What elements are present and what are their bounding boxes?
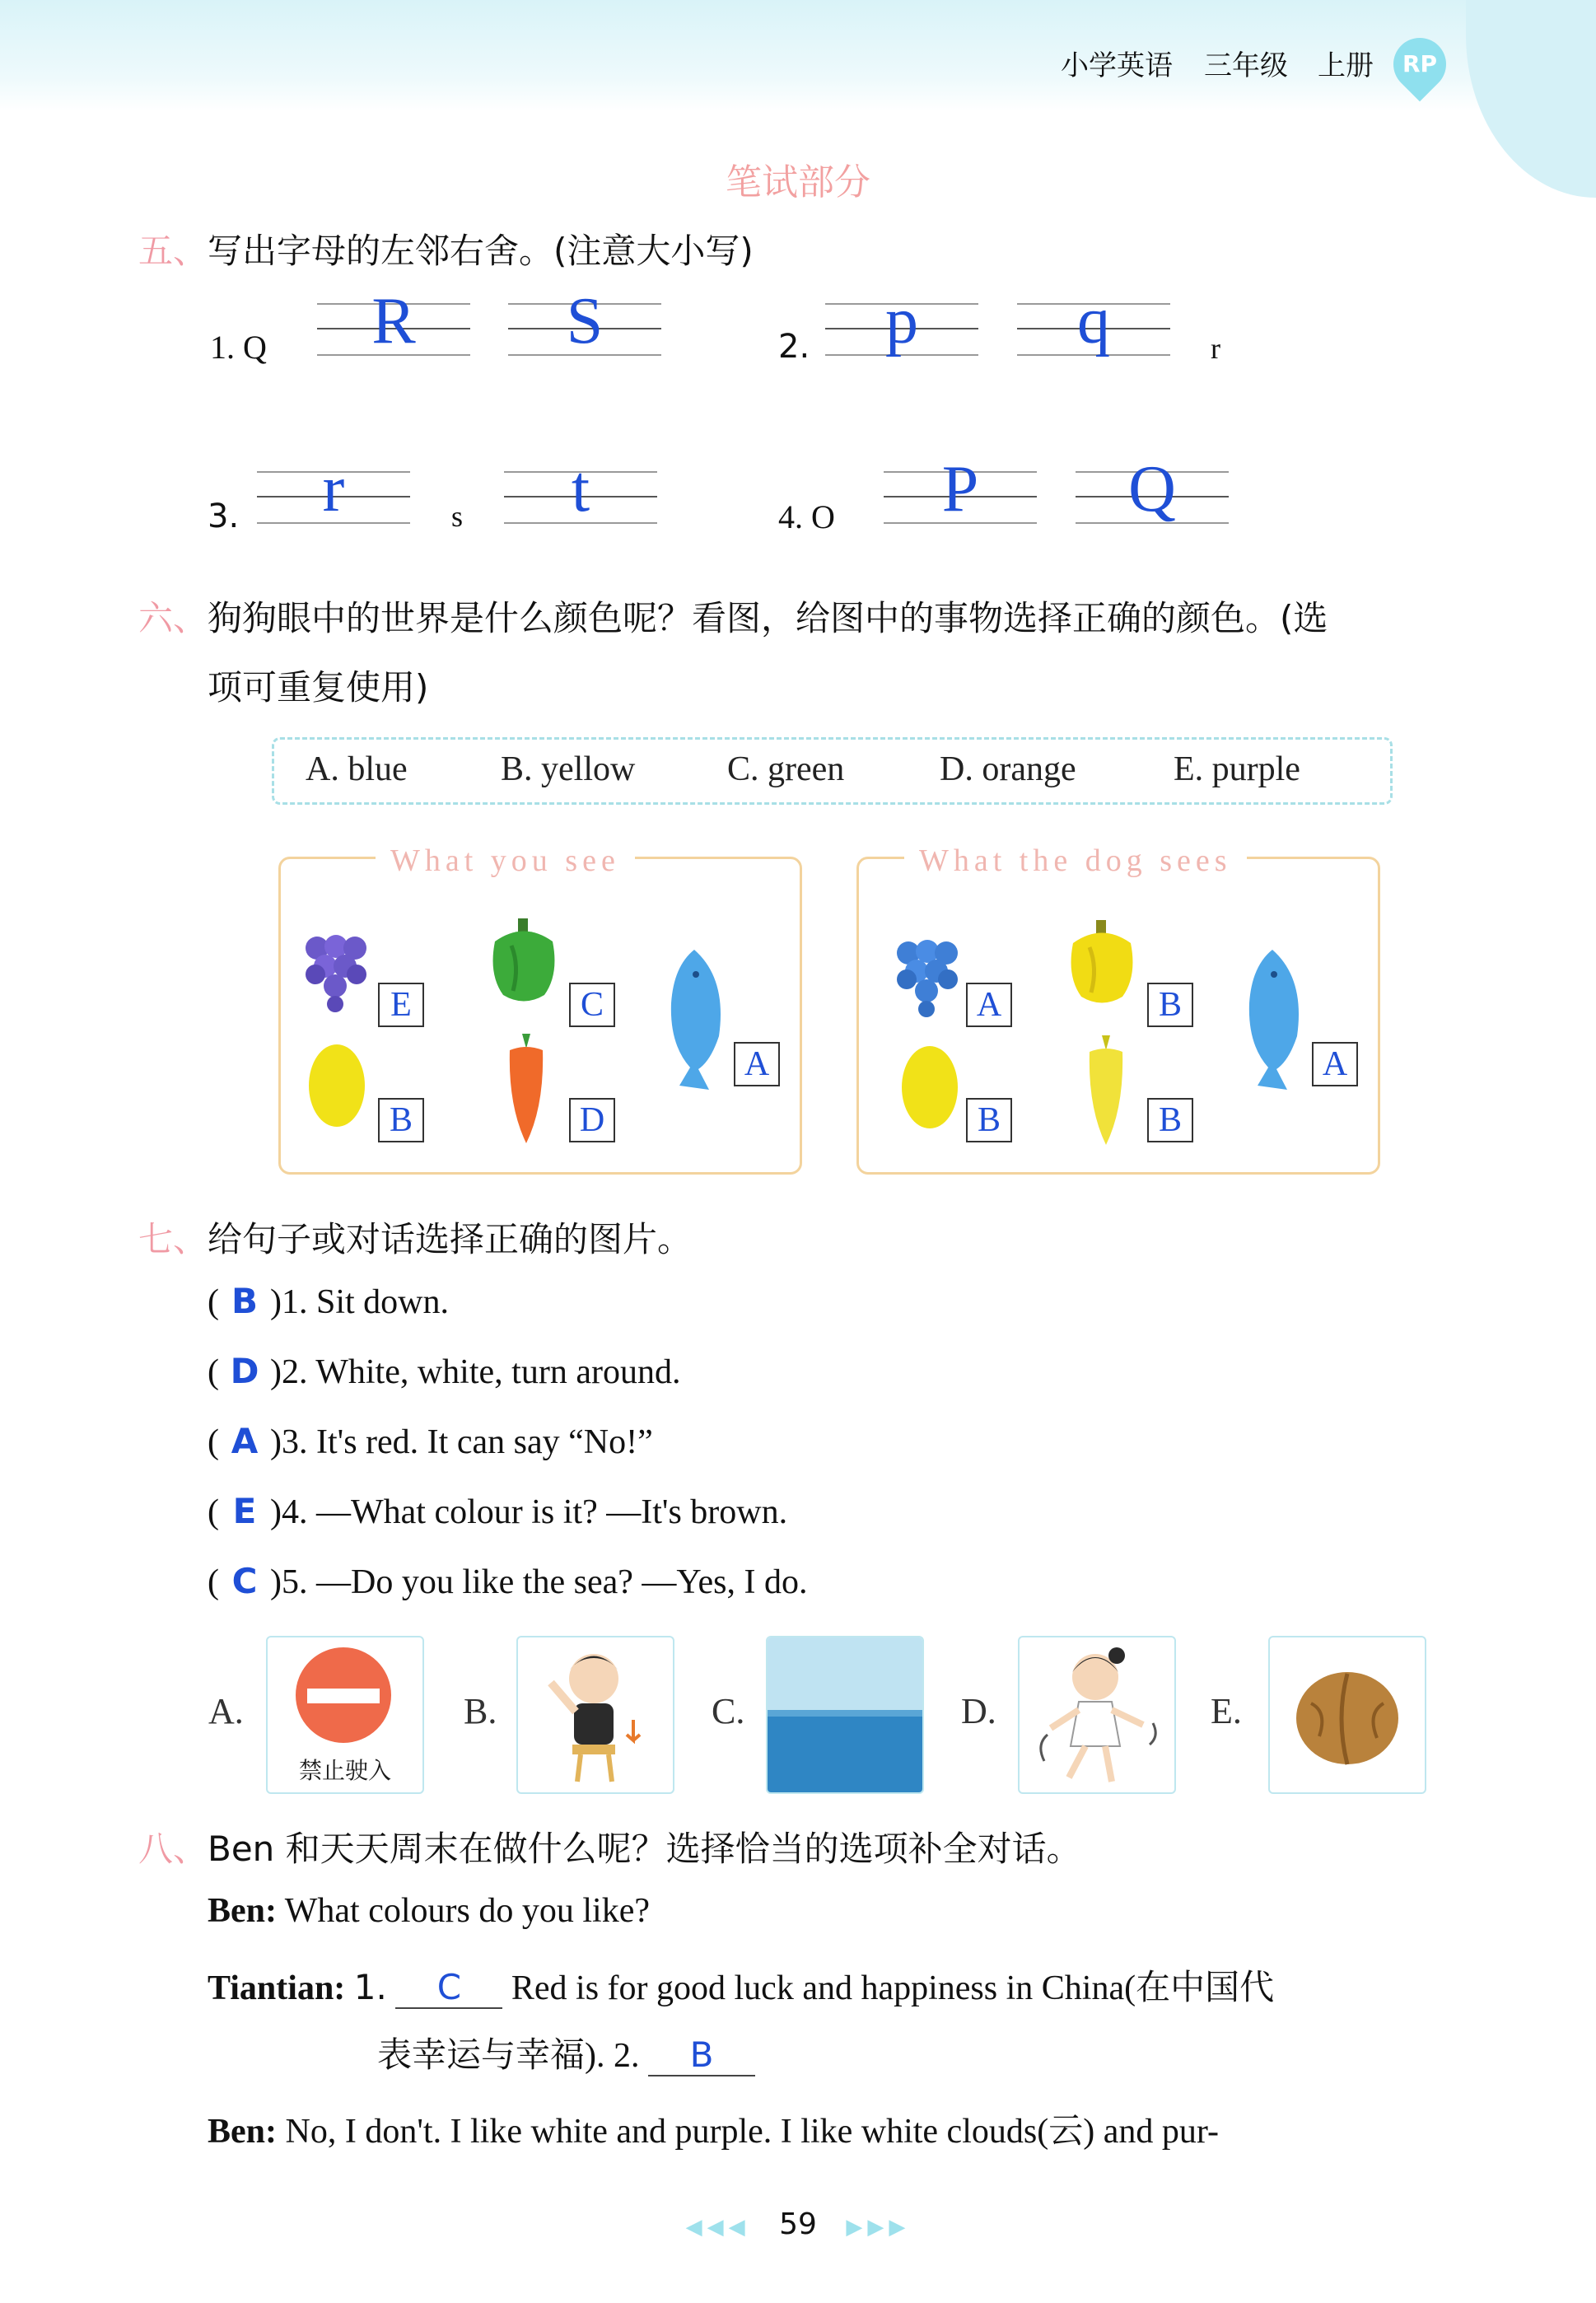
q7-item4: ( E )4. —What colour is it? —It's brown. <box>208 1491 788 1531</box>
q5-item3-line2: t <box>504 471 657 524</box>
grapes-blue-icon <box>890 928 964 1019</box>
panel2-answer-carrot: B <box>1147 1098 1193 1142</box>
section-title: 笔试部分 <box>726 161 870 203</box>
picture-c <box>766 1636 924 1794</box>
no-entry-caption: 禁止驶入 <box>298 1757 391 1784</box>
walnut-icon <box>1270 1637 1425 1792</box>
panel-what-dog-sees <box>856 843 1380 1175</box>
q5-item4-label: 4. O <box>778 498 835 535</box>
q5-item3-middle: s <box>451 500 464 533</box>
panel-what-you-see <box>278 843 802 1175</box>
picture-b <box>516 1636 674 1794</box>
option-e: E. purple <box>1174 750 1300 788</box>
q8-line2: Tiantian: 1. C Red is for good luck and happiness in China(在中国代 <box>208 1967 1275 2007</box>
page-number: ◀◀◀ 59 ▶▶▶ <box>685 2207 911 2241</box>
panel2-title: What the dog sees <box>904 843 1247 879</box>
q5-item2-line2: q <box>1017 303 1170 356</box>
panel2-answer-fish: A <box>1312 1042 1358 1086</box>
option-d: D. orange <box>940 750 1076 788</box>
q8-blank-2: B <box>648 2034 755 2076</box>
picture-d <box>1018 1636 1176 1794</box>
q7-heading: 七、给句子或对话选择正确的图片。 <box>138 1219 693 1259</box>
carrot-yellow-icon <box>1081 1034 1131 1149</box>
right-arrows-icon: ▶▶▶ <box>846 2215 911 2240</box>
q8-blank-1: C <box>395 1967 502 2009</box>
q5-item2-line1: p <box>825 303 978 356</box>
panel2-answer-lemon: B <box>966 1098 1012 1142</box>
panel1-answer-lemon: B <box>378 1098 424 1142</box>
q8-line4: Ben: No, I don't. I like white and purple. I like white clouds(云) and pur- <box>208 2113 1219 2151</box>
panel1-title: What you see <box>376 843 635 879</box>
q5-item3-label: 3. <box>208 498 240 535</box>
rp-badge-icon: RP <box>1383 27 1458 102</box>
q6-heading-line2: 项可重复使用) <box>208 667 429 708</box>
boy-sitting-icon <box>518 1637 673 1792</box>
sea-icon <box>768 1637 922 1792</box>
panel1-answer-grapes: E <box>378 983 424 1027</box>
option-c: C. green <box>727 750 845 788</box>
q5-item1-line1: R <box>317 303 470 356</box>
panel1-answer-pepper: C <box>569 983 615 1027</box>
girl-turning-icon <box>1020 1637 1174 1792</box>
q7-item3: ( A )3. It's red. It can say “No!” <box>208 1421 653 1461</box>
picture-e <box>1268 1636 1426 1794</box>
panel1-answer-carrot: D <box>569 1098 615 1142</box>
panel1-answer-fish: A <box>734 1042 780 1086</box>
q8-heading: 八、Ben 和天天周末在做什么呢？选择恰当的选项补全对话。 <box>138 1829 1081 1869</box>
q5-item1-line2: S <box>508 303 661 356</box>
q5-item4-line1: P <box>884 471 1037 524</box>
picture-a <box>266 1636 424 1794</box>
pepper-icon <box>487 917 561 1007</box>
option-b: B. yellow <box>501 750 636 788</box>
q5-item3-line1: r <box>257 471 410 524</box>
pic-label-b: B. <box>464 1691 497 1731</box>
left-arrows-icon: ◀◀◀ <box>685 2215 750 2240</box>
header-subject: 小学英语 <box>1061 49 1173 82</box>
color-options-box <box>272 737 1393 805</box>
q8-line1: Ben: What colours do you like? <box>208 1892 650 1930</box>
header-volume: 上册 <box>1318 49 1374 82</box>
lemon-yellow-icon <box>898 1042 964 1133</box>
pic-label-a: A. <box>208 1691 244 1731</box>
q7-item5: ( C )5. —Do you like the sea? —Yes, I do. <box>208 1561 808 1601</box>
q5-item2-label: 2. <box>778 328 810 366</box>
panel2-answer-pepper: B <box>1147 983 1193 1027</box>
q5-item4-line2: Q <box>1076 471 1229 524</box>
lemon-icon <box>306 1040 371 1131</box>
fish-icon <box>661 946 735 1094</box>
q8-line3: 表幸运与幸福). 2. B <box>377 2028 755 2077</box>
header-grade: 三年级 <box>1204 49 1288 82</box>
q5-item1-label: 1. Q <box>210 329 267 366</box>
q5-heading: 五、写出字母的左邻右舍。(注意大小写) <box>138 231 754 271</box>
option-a: A. blue <box>306 750 408 788</box>
panel2-answer-grapes: A <box>966 983 1012 1027</box>
pepper-yellow-icon <box>1065 918 1139 1009</box>
q7-item2: ( D )2. White, white, turn around. <box>208 1351 681 1391</box>
q5-item2-after: r <box>1211 332 1220 365</box>
grapes-icon <box>299 923 373 1014</box>
carrot-icon <box>502 1032 551 1147</box>
q6-heading-line1: 六、狗狗眼中的世界是什么颜色呢？看图，给图中的事物选择正确的颜色。(选 <box>138 598 1328 638</box>
q7-item1: ( B )1. Sit down. <box>208 1281 450 1321</box>
pic-label-e: E. <box>1211 1691 1242 1731</box>
pic-label-d: D. <box>961 1691 996 1731</box>
pic-label-c: C. <box>712 1691 745 1731</box>
fish-blue-icon <box>1239 946 1314 1094</box>
